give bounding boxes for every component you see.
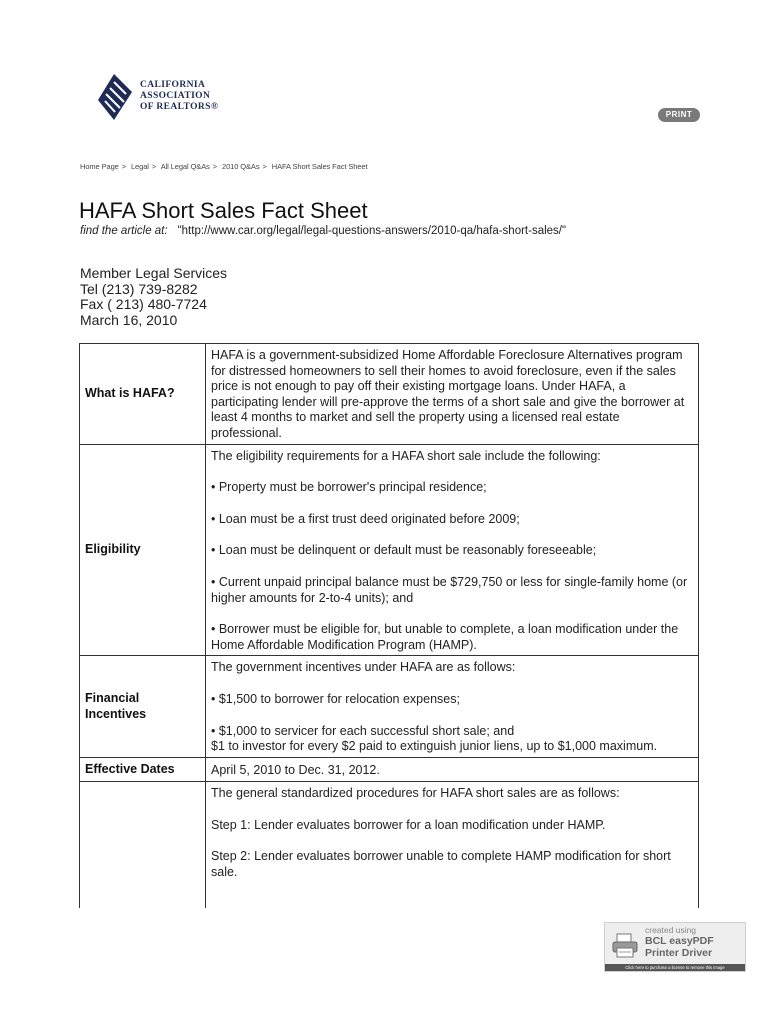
breadcrumb-separator: > <box>262 162 267 171</box>
bullet-item <box>211 724 693 755</box>
table-row-effective-dates <box>80 757 699 782</box>
watermark-brand <box>645 935 714 959</box>
bcl-watermark[interactable] <box>604 922 746 972</box>
breadcrumb-2010-qas-link[interactable]: 2010 Q&As <box>222 162 260 171</box>
page-title: HAFA Short Sales Fact Sheet <box>79 198 368 223</box>
breadcrumb-separator: > <box>121 162 126 171</box>
contact-telephone: Tel (213) 739-8282 <box>80 280 198 297</box>
logo-line-3: OF REALTORS® <box>140 102 219 112</box>
print-button[interactable]: PRINT <box>658 108 700 122</box>
breadcrumb-home-link[interactable]: Home Page <box>80 162 119 171</box>
watermark-brand-line-2: Printer Driver <box>645 947 713 959</box>
breadcrumb-current-page: HAFA Short Sales Fact Sheet <box>271 162 368 171</box>
paragraph: The government incentives under HAFA are as follows: <box>211 660 516 675</box>
car-emblem-icon <box>96 72 136 122</box>
source-label: find the article at: <box>80 225 168 237</box>
paragraph: The eligibility requirements for a HAFA short sale include the following: <box>211 448 601 463</box>
bullet-item: • $1,500 to borrower for relocation expenses; <box>211 691 460 706</box>
bullet-item: • Borrower must be eligible for, but unable to complete, a loan modification under the Home Affordable Modification Program (HAMP). <box>211 622 679 652</box>
breadcrumb <box>80 162 367 171</box>
watermark-license-link[interactable]: Click here to purchase a license to remove this image <box>605 964 745 971</box>
bullet-item: • Loan must be delinquent or default must be reasonably foreseeable; <box>211 543 597 558</box>
fact-table <box>79 343 699 908</box>
bullet-item: • Loan must be a first trust deed originated before 2009; <box>211 511 520 526</box>
article-source <box>80 225 566 237</box>
breadcrumb-all-legal-qas-link[interactable]: All Legal Q&As <box>160 162 210 171</box>
logo-line-1: CALIFORNIA <box>140 80 206 90</box>
row-content <box>206 444 699 656</box>
printer-icon <box>611 933 639 959</box>
paragraph: Step 2: Lender evaluates borrower unable to complete HAMP modification for short sale. <box>211 849 671 880</box>
breadcrumb-legal-link[interactable]: Legal <box>130 162 149 171</box>
logo-line-2: ASSOCIATION <box>140 91 211 101</box>
bullet-text: • $1,000 to servicer for each successful short sale; and <box>211 723 515 738</box>
contact-department: Member Legal Services <box>80 265 228 281</box>
paragraph: Step 1: Lender evaluates borrower for a loan modification under HAMP. <box>211 817 606 832</box>
watermark-created-text: created using <box>645 925 697 935</box>
contact-date: March 16, 2010 <box>80 311 178 328</box>
row-content <box>206 757 699 782</box>
contact-fax: Fax ( 213) 480-7724 <box>80 296 207 313</box>
car-logo <box>96 70 246 126</box>
row-label: Financial Incentives <box>80 656 206 757</box>
row-content <box>206 344 699 445</box>
table-row-eligibility <box>80 444 699 656</box>
source-url: "http://www.car.org/legal/legal-questions-answers/2010-qa/hafa-short-sales/" <box>177 225 567 237</box>
watermark-brand-line-1: BCL easyPDF <box>645 935 714 947</box>
contact-block <box>80 266 227 328</box>
row-label <box>80 782 206 909</box>
table-row-financial-incentives <box>80 656 699 757</box>
paragraph: HAFA is a government-subsidized Home Affordable Foreclosure Alternatives program for distressed homeowners to sell their homes to avoid foreclosure, even if the sales price is not enough to pay off their existing mortgage loans. Under HAFA, a participating lender will pre-approve the terms of a short sale and give the borrower at least 4 months to market and sell the property using a licensed real estate professional. <box>211 348 685 440</box>
row-content <box>206 782 699 909</box>
paragraph: The general standardized procedures for HAFA short sales are as follows: <box>211 786 620 801</box>
breadcrumb-separator: > <box>151 162 157 171</box>
bullet-continuation: $1 to investor for every $2 paid to extinguish junior liens, up to $1,000 maximum. <box>211 739 658 754</box>
logo-wordmark <box>140 80 218 113</box>
row-label: What is HAFA? <box>80 344 206 445</box>
row-content <box>206 656 699 757</box>
bullet-item: • Property must be borrower's principal residence; <box>211 480 487 495</box>
row-label: Effective Dates <box>80 757 206 782</box>
paragraph: April 5, 2010 to Dec. 31, 2012. <box>211 762 380 777</box>
row-label: Eligibility <box>80 444 206 656</box>
table-row-procedures <box>80 782 699 909</box>
table-row-what-is-hafa <box>80 344 699 445</box>
breadcrumb-separator: > <box>212 162 218 171</box>
bullet-item: • Current unpaid principal balance must be $729,750 or less for single-family home (or higher amounts for 2-to-4 units); and <box>211 574 688 605</box>
